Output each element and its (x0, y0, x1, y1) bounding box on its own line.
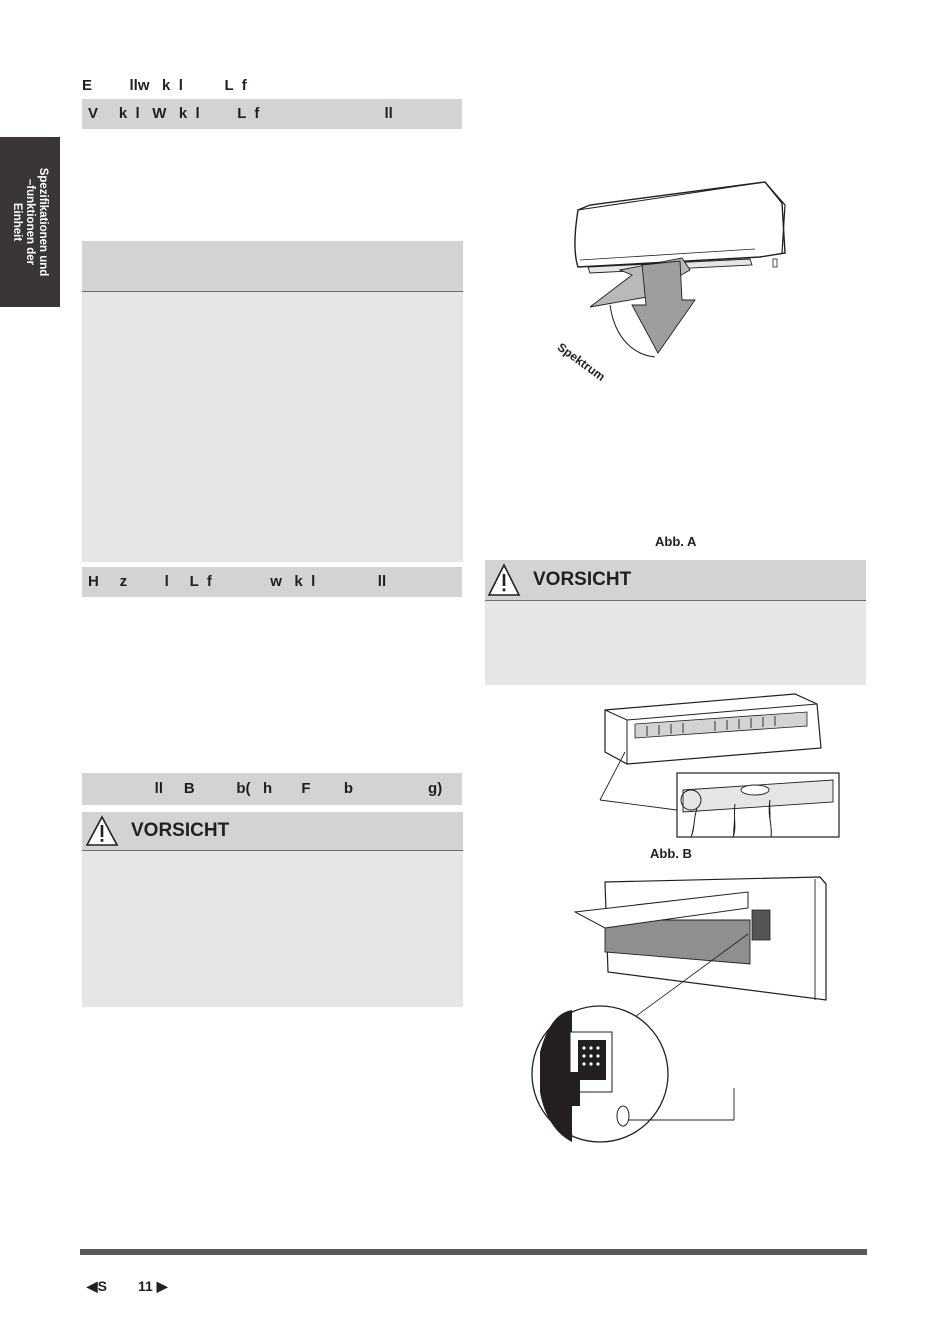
warning-triangle-icon (85, 815, 119, 847)
subheading-bar-1: V k l W k l L f ll (82, 99, 462, 129)
previous-arrow-icon: ◀ (86, 1278, 98, 1294)
hint-heading-box (82, 241, 463, 292)
side-tab-line-2: –funktionen der (24, 178, 37, 266)
next-arrow-icon: ▶ (156, 1278, 168, 1294)
side-tab-label (0, 137, 60, 307)
hint-body-box (82, 292, 463, 562)
section-side-tab (0, 137, 60, 307)
section-title-line: E llw k l L f (82, 77, 247, 94)
side-tab-line-1: Spezifikationen und (37, 167, 50, 277)
footer-rule (80, 1249, 867, 1255)
right-caution-heading (485, 560, 866, 601)
figure-b-illustration (595, 690, 845, 840)
subheading-bar-3: ll B b( h F b g) (82, 773, 462, 805)
left-caution-heading (82, 812, 463, 851)
subheading-bar-2: H z l L f w k l ll (82, 567, 462, 597)
right-caution-title: VORSICHT (533, 569, 632, 590)
figure-c-illustration (520, 872, 835, 1144)
warning-triangle-icon (487, 563, 521, 597)
footer-text: S 11 (97, 1278, 153, 1294)
right-caution-body (485, 601, 866, 685)
figure-a-caption: Abb. A (655, 534, 697, 549)
left-caution-title: VORSICHT (131, 820, 230, 841)
footer-page-label (79, 1262, 168, 1295)
left-caution-body (82, 851, 463, 1007)
spectrum-label: Spektrum (554, 340, 608, 384)
figure-b-caption: Abb. B (650, 846, 692, 861)
figure-a-illustration (560, 175, 800, 385)
side-tab-line-3: Einheit (11, 202, 24, 242)
